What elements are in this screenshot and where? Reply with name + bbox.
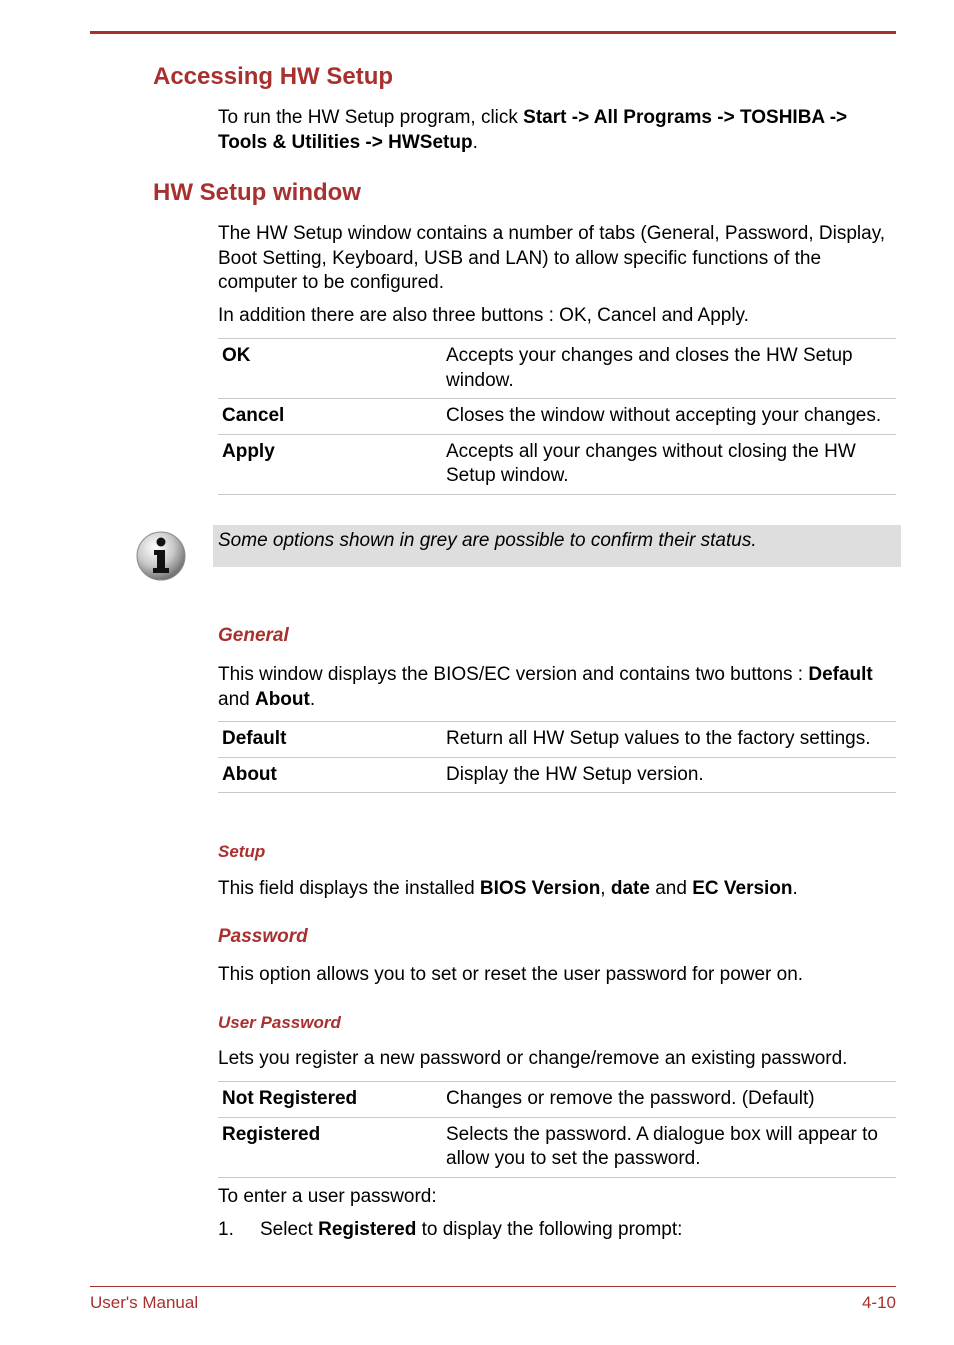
heading-accessing-hw-setup: Accessing HW Setup [153,63,394,90]
table-row [218,722,896,758]
table-row [218,757,896,793]
desc-ok: Accepts your changes and closes the HW Setup window. [442,339,896,399]
heading-password: Password [218,926,308,947]
password-paragraph: This option allows you to set or reset the user password for power on. [218,964,804,985]
note-text: Some options shown in grey are possible to confirm their status. [218,530,757,551]
desc-about: Display the HW Setup version. [442,757,896,793]
page-number: 4-10 [861,1293,896,1312]
buttons-table [218,338,896,495]
term-cancel: Cancel [218,399,442,435]
bottom-rule [90,1286,896,1287]
heading-general: General [218,625,289,646]
term-default: Default [218,722,442,758]
term-not-registered: Not Registered [218,1082,442,1118]
step-number: 1. [218,1219,234,1240]
user-password-table [218,1081,896,1178]
list-item: 1. Select Registered to display the following prompt: [218,1219,683,1240]
general-table [218,721,896,793]
accessing-paragraph: To run the HW Setup program, click Start -> All Programs -> TOSHIBA -> Tools & Utilities -> HWSetup. [218,107,848,153]
desc-default: Return all HW Setup values to the factory settings. [442,722,896,758]
general-paragraph: This window displays the BIOS/EC version and contains two buttons : Default and About. [218,664,873,710]
table-row [218,399,896,435]
window-paragraph: The HW Setup window contains a number of tabs (General, Password, Display, Boot Setting, Keyboard, USB and LAN) to allow specific functions of the computer to be configured. [218,223,886,293]
table-row [218,434,896,494]
desc-apply: Accepts all your changes without closing the HW Setup window. [442,434,896,494]
desc-registered: Selects the password. A dialogue box will appear to allow you to set the password. [442,1117,896,1177]
desc-not-registered: Changes or remove the password. (Default) [442,1082,896,1118]
buttons-intro-paragraph: In addition there are also three buttons : OK, Cancel and Apply. [218,305,749,326]
table-row [218,1117,896,1177]
info-icon [135,530,187,582]
heading-setup: Setup [218,842,266,861]
term-about: About [218,757,442,793]
enter-password-paragraph: To enter a user password: [218,1186,437,1207]
table-row [218,339,896,399]
note-box [213,525,901,567]
term-apply: Apply [218,434,442,494]
term-registered: Registered [218,1117,442,1177]
heading-hw-setup-window: HW Setup window [153,179,361,206]
footer-title: User's Manual [90,1293,199,1312]
desc-cancel: Closes the window without accepting your changes. [442,399,896,435]
term-ok: OK [218,339,442,399]
table-row [218,1082,896,1118]
heading-user-password: User Password [218,1013,341,1032]
user-password-paragraph: Lets you register a new password or change/remove an existing password. [218,1048,848,1069]
setup-paragraph: This field displays the installed BIOS Version, date and EC Version. [218,878,798,899]
top-rule [90,31,896,34]
